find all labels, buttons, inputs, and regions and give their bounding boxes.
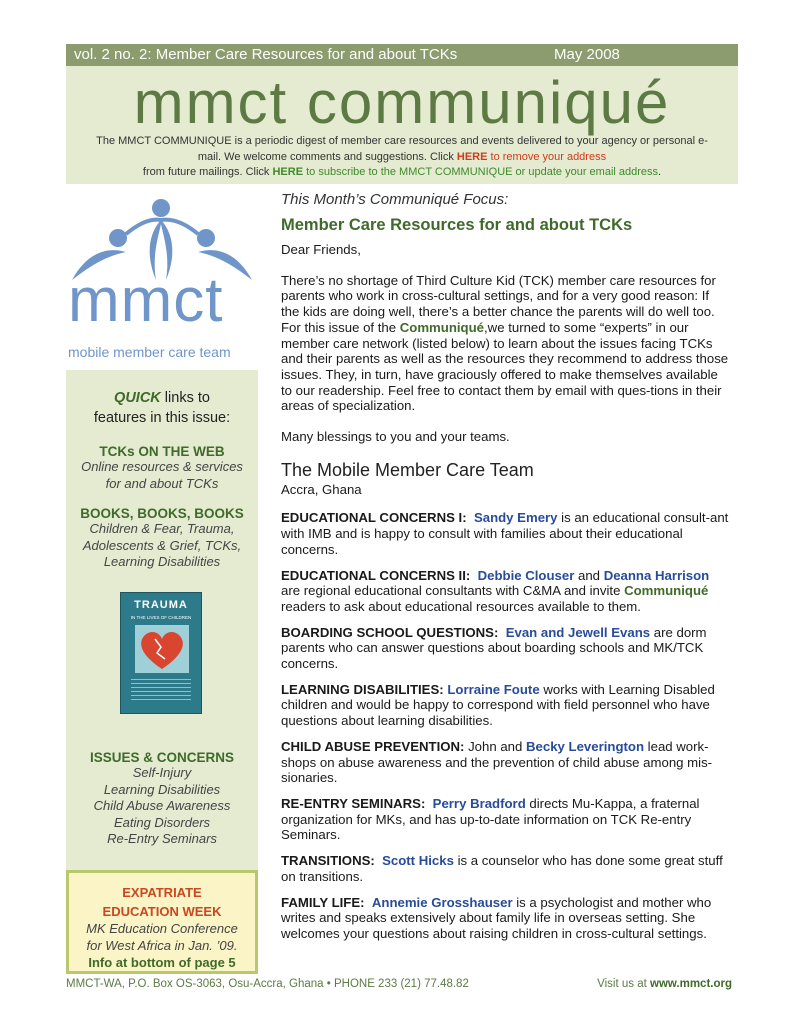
contact-link[interactable]: Debbie Clouser [477,567,575,583]
book-title: TRAUMA [134,599,188,611]
entry-educational-2 [281,568,731,615]
intro-text [86,134,718,181]
quick-link-tcks-web[interactable] [66,444,258,492]
entry-reentry [281,796,731,843]
section-heading: BOOKS, BOOKS, BOOKS [80,506,244,521]
team-location: Accra, Ghana [281,481,362,497]
communique-word: Communiqué [399,319,485,335]
entry-transitions [281,853,731,884]
contact-link[interactable]: Sandy Emery [473,510,558,526]
issue-header-bar [66,44,738,66]
trauma-book-cover [120,592,202,714]
expat-line-1: MK Education Conference [86,921,238,936]
entry-text: are dorm parents who can answer questions about boarding schools and MK/TCK concerns. [281,624,707,672]
entry-family-life [281,895,731,942]
quick-label: QUICK [114,390,161,406]
section-line: for and about TCKs [105,475,219,491]
subscribe-link[interactable]: HERE [272,166,304,178]
masthead [66,66,738,184]
footer-visit [597,978,732,990]
quick-line-2: features in this issue: [93,410,231,426]
issue-date: May 2008 [554,46,620,63]
entry-label: RE-ENTRY SEMINARS: [281,795,426,811]
book-text-lines [131,679,191,703]
entry-text: are regional educational consultants with C&MA and invite [281,583,625,599]
mmct-logo [66,184,258,370]
entry-learning-disabilities [281,682,731,729]
newsletter-title: mmct communiqué [133,69,671,136]
intro-part-3: from future mailings. Click [142,166,273,178]
volume-info: vol. 2 no. 2: Member Care Resources for and about TCKs [74,46,458,63]
para-text: ,we turned to some “experts” in our member care network (listed below) to learn about the issues facing TCKs and their parents as well as the resources they recommend to address those issues. They, in turn, have graciously offered to make themselves available to our readership. Feel free to contact them by email with ques-tions in their areas of specialization. [281,319,729,414]
greeting: Dear Friends, [281,242,361,257]
entry-label: CHILD ABUSE PREVENTION: [281,738,465,754]
contact-link[interactable]: Perry Bradford [432,795,526,811]
entry-label: BOARDING SCHOOL QUESTIONS: [281,624,499,640]
entry-label: FAMILY LIFE: [281,894,365,910]
main-content [281,190,731,942]
para-text: There’s no shortage of Third Culture Kid (TCK) member care resources for parents who work in cross-cultural settings, and for a very good reason: If the kids are doing well, there’s a better chance the parents will do well too. For this issue of the [281,272,716,335]
website-link[interactable]: www.mmct.org [650,978,732,990]
quick-links-heading [66,388,258,428]
entry-label: TRANSITIONS: [281,853,375,869]
quick-rest: links to [160,390,210,406]
entry-text: and [574,567,604,583]
section-line: Learning Disabilities [103,554,221,569]
section-line: Self-Injury [132,765,192,780]
section-line: Online resources & services [81,459,243,474]
heart-icon [135,625,189,673]
entry-text: readers to ask about educational resources available to them. [281,598,641,614]
entry-label: LEARNING DISABILITIES: [281,681,444,697]
contact-link[interactable]: Becky Leverington [526,738,645,754]
section-line: Learning Disabilities [103,781,221,797]
intro-part-5: . [658,166,662,178]
section-heading: TCKs ON THE WEB [99,444,225,459]
entry-text: John and [464,738,527,754]
entry-child-abuse [281,739,731,786]
intro-paragraph [281,273,731,414]
expat-info-link: Info at bottom of page 5 [88,955,236,970]
entry-text: is a psychologist and mother who writes and speaks extensively about family life in overseas setting. She welcomes your questions about raising children in cross-cultural settings. [281,894,712,941]
focus-label: This Month’s Communiqué Focus: [281,191,509,208]
contact-link[interactable]: Lorraine Foute [447,681,540,697]
blessing: Many blessings to you and your teams. [281,429,510,445]
entry-text: lead work-shops on abuse awareness and the prevention of child abuse among mis-sionaries. [281,738,713,786]
team-heading: The Mobile Member Care Team [281,459,534,480]
section-heading: ISSUES & CONCERNS [89,750,235,765]
section-line: Children & Fear, Trauma, [89,521,235,536]
entry-text: directs Mu-Kappa, a fraternal organization for MKs, and has up-to-date information on TCK Re-entry Seminars. [281,795,700,843]
book-subtitle: IN THE LIVES OF CHILDREN [130,615,192,620]
contact-link[interactable]: Deanna Harrison [603,567,710,583]
visit-label: Visit us at [597,978,650,990]
section-line: Child Abuse Awareness [93,798,231,813]
footer-address: MMCT-WA, P.O. Box OS-3063, Osu-Accra, Ghana • PHONE 233 (21) 77.48.82 [66,978,469,990]
entry-educational-1 [281,510,731,557]
entry-text: works with Learning Disabled children and would be happy to correspond with field personnel who have questions about learning disabilities. [281,681,715,729]
intro-part-4: to subscribe to the MMCT COMMUNIQUE or update your email address [303,166,659,178]
entry-label: EDUCATIONAL CONCERNS I: [281,510,467,526]
communique-word: Communiqué [624,583,709,599]
unsubscribe-link[interactable]: HERE [456,150,488,163]
contact-link[interactable]: Evan and Jewell Evans [505,624,651,640]
expat-heading-1: EXPATRIATE [122,885,202,900]
section-line: Re-Entry Seminars [107,831,217,846]
entry-text: is a counselor who has done some great stuff on transitions. [281,853,723,884]
expat-line-2: for West Africa in Jan. ’09. [86,937,238,953]
logo-subtitle: mobile member care team [68,344,231,360]
section-line: Eating Disorders [113,814,211,830]
expat-heading-2: EDUCATION WEEK [102,904,222,919]
entry-boarding-school [281,625,731,672]
intro-part-1: The MMCT COMMUNIQUE is a periodic digest of member care resources and events delivered to your agency or personal e-mail. We welcome comments and suggestions. Click [96,135,708,163]
expat-education-box[interactable] [66,870,258,974]
contact-link[interactable]: Scott Hicks [382,853,454,869]
entry-label: EDUCATIONAL CONCERNS II: [281,567,471,583]
sidebar [66,184,258,974]
quick-link-books[interactable] [66,506,258,571]
logo-wordmark: mmct [68,266,224,335]
quick-link-issues[interactable] [66,750,258,848]
contact-link[interactable]: Annemie Grosshauser [371,894,513,910]
section-line: Adolescents & Grief, TCKs, [82,537,242,553]
focus-title: Member Care Resources for and about TCKs [281,216,633,234]
intro-part-2: to remove your address [487,150,607,163]
entry-text: is an educational consult-ant with IMB and is happy to consult with families about their educational concerns. [281,510,729,557]
footer [66,978,738,996]
